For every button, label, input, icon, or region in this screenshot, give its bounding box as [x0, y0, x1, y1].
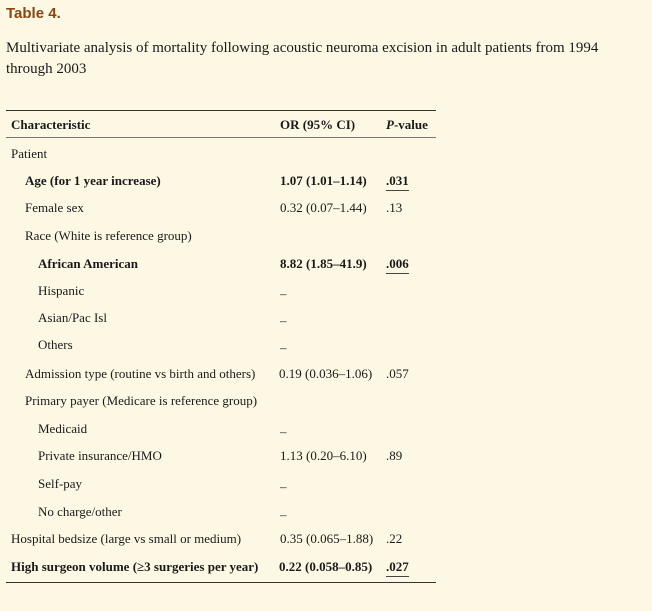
table-row	[0, 331, 652, 358]
row-label: High surgeon volume (≥3 surgeries per year)	[11, 559, 259, 574]
table-row	[0, 415, 652, 442]
row-or: 1.07 (1.01–1.14)	[280, 173, 367, 188]
row-p-value: .057	[386, 366, 409, 381]
row-label: Primary payer (Medicare is reference group)	[25, 393, 258, 408]
row-label: Private insurance/HMO	[38, 448, 162, 463]
table-header-rule	[6, 137, 436, 138]
row-label: Medicaid	[38, 421, 88, 436]
row-p-value: .13	[386, 200, 403, 215]
table-row	[0, 498, 652, 525]
header-or: OR (95% CI)	[280, 117, 356, 132]
table-row	[0, 222, 652, 249]
row-p-value: .031	[386, 173, 409, 191]
row-label: Self-pay	[38, 476, 83, 491]
table-caption: Multivariate analysis of mortality following acoustic neuroma excision in adult patients from 1994 through 2003	[6, 40, 599, 77]
table-header-row	[0, 111, 652, 138]
table-label: Table 4.	[6, 5, 61, 22]
table-row	[0, 525, 652, 552]
header-p-letter: P	[386, 117, 394, 132]
header-p-value	[386, 117, 428, 133]
row-p-value: .027	[386, 559, 409, 577]
row-or: 8.82 (1.85–41.9)	[280, 256, 367, 271]
table-row	[0, 304, 652, 331]
table-row	[0, 250, 652, 277]
table-row	[0, 553, 652, 580]
row-or: –	[280, 313, 287, 328]
table-row	[0, 442, 652, 469]
row-or: –	[280, 286, 287, 301]
table-row	[0, 167, 652, 194]
row-or: 0.35 (0.065–1.88)	[280, 531, 374, 546]
row-p-value: .006	[386, 256, 409, 274]
table-row	[0, 277, 652, 304]
row-or: –	[280, 424, 287, 439]
table-row	[0, 140, 652, 167]
row-label: Asian/Pac Isl	[38, 310, 107, 325]
row-p-value: .89	[386, 448, 403, 463]
row-p-value: .22	[386, 531, 403, 546]
table-row	[0, 387, 652, 414]
header-p-suffix: -value	[393, 117, 428, 132]
row-label: Admission type (routine vs birth and others)	[25, 366, 256, 381]
row-label: Hospital bedsize (large vs small or medium)	[11, 531, 242, 546]
row-label: Patient	[11, 146, 48, 161]
header-characteristic: Characteristic	[11, 117, 91, 132]
row-label: African American	[38, 256, 139, 271]
row-label: Others	[38, 337, 73, 352]
row-label: No charge/other	[38, 504, 122, 519]
row-or: –	[280, 340, 287, 355]
row-label: Age (for 1 year increase)	[25, 173, 161, 188]
row-or: –	[280, 507, 287, 522]
table-bottom-rule	[6, 582, 436, 583]
row-or: 0.19 (0.036–1.06)	[279, 366, 373, 381]
table-row	[0, 360, 652, 387]
row-or: 0.22 (0.058–0.85)	[279, 559, 373, 574]
row-or: –	[280, 479, 287, 494]
row-label: Female sex	[25, 200, 84, 215]
row-or: 0.32 (0.07–1.44)	[280, 200, 367, 215]
table-row	[0, 194, 652, 221]
row-label: Hispanic	[38, 283, 85, 298]
table-row	[0, 470, 652, 497]
row-label: Race (White is reference group)	[25, 228, 192, 243]
row-or: 1.13 (0.20–6.10)	[280, 448, 367, 463]
